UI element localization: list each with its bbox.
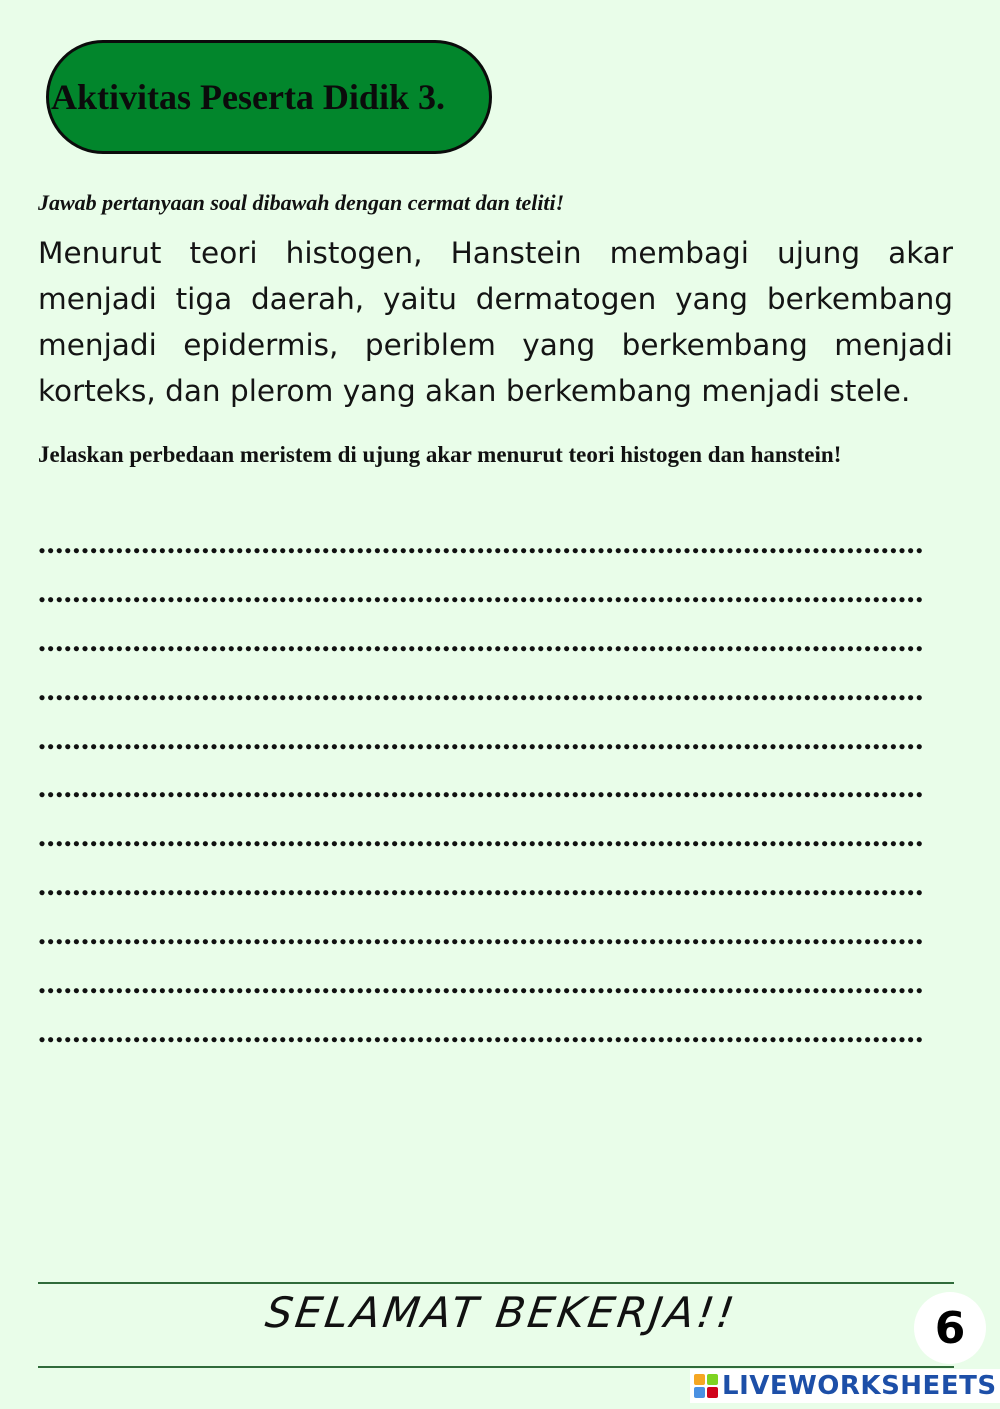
instruction-text: Jawab pertanyaan soal dibawah dengan cermat dan teliti! (38, 190, 565, 215)
answer-line[interactable]: ....................................................................................................... (38, 572, 924, 609)
liveworksheets-logo-icon (694, 1374, 718, 1398)
question-text: Jelaskan perbedaan meristem di ujung akar menurut teori histogen dan hanstein! (38, 442, 842, 467)
logo-square (707, 1387, 718, 1398)
answer-line[interactable]: ....................................................................................................... (38, 524, 924, 560)
closing-message: SELAMAT BEKERJA!! (262, 1288, 741, 1337)
answer-line[interactable]: ....................................................................................................... (38, 1012, 924, 1049)
page-number: 6 (934, 1302, 966, 1354)
page-number-badge (914, 1292, 986, 1364)
answer-line[interactable]: ....................................................................................................... (38, 915, 924, 952)
logo-square (694, 1387, 705, 1398)
footer-divider-bottom (38, 1366, 954, 1368)
answer-line[interactable]: ....................................................................................................... (38, 768, 924, 805)
logo-square (694, 1374, 705, 1385)
title-banner (46, 40, 492, 154)
reading-passage: Menurut teori histogen, Hanstein membagi ujung akar menjadi tiga daerah, yaitu dermatogen yang berkembang menjadi epidermis, periblem yang berkembang menjadi korteks, dan plerom yang akan berkembang menjadi stele. (38, 236, 953, 408)
answer-line[interactable]: ....................................................................................................... (38, 621, 924, 658)
page-title: Aktivitas Peserta Didik 3. (51, 77, 445, 117)
answer-line[interactable]: ....................................................................................................... (38, 964, 924, 1001)
answer-line[interactable]: ....................................................................................................... (38, 670, 924, 707)
liveworksheets-watermark[interactable] (690, 1369, 1000, 1403)
answer-line[interactable]: ....................................................................................................... (38, 866, 924, 903)
watermark-text: LIVEWORKSHEETS (722, 1371, 997, 1401)
logo-square (707, 1374, 718, 1385)
answer-line[interactable]: ....................................................................................................... (38, 817, 924, 854)
answer-area[interactable] (38, 522, 963, 1060)
answer-line[interactable]: ....................................................................................................... (38, 719, 924, 756)
footer-divider-top (38, 1282, 954, 1284)
